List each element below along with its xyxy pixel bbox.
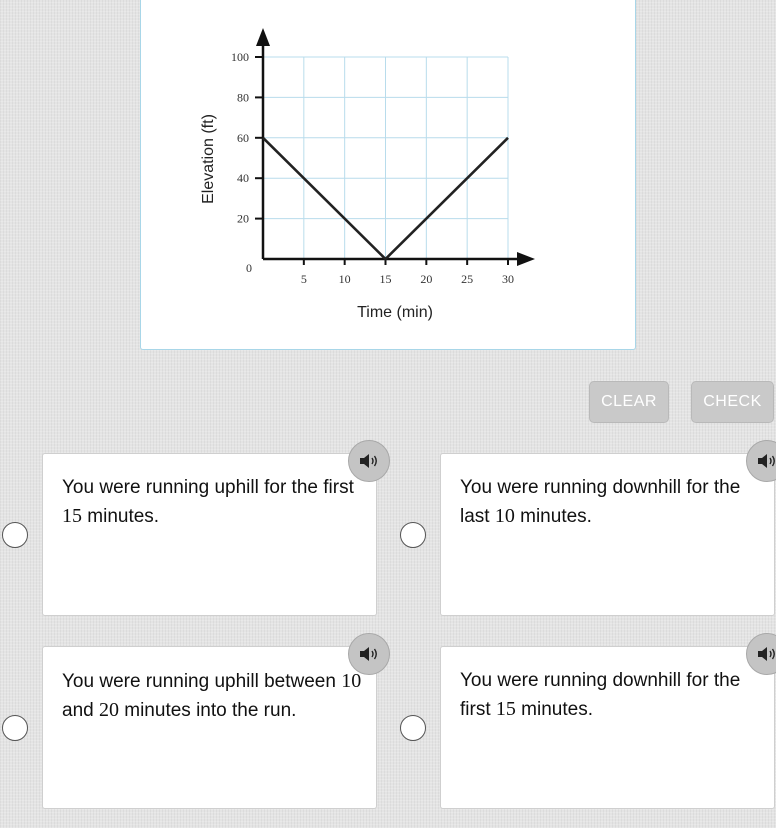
- y-tick-label: 100: [231, 50, 249, 64]
- chart-ticks: [231, 50, 514, 286]
- speaker-icon[interactable]: [348, 440, 390, 482]
- y-tick-label: 60: [237, 130, 249, 145]
- x-tick-label: 20: [420, 272, 433, 286]
- x-tick-label: 5: [300, 272, 307, 286]
- x-tick-label: 25: [461, 272, 474, 286]
- option-2-text: You were running downhill for the last 10 minutes.: [460, 477, 741, 527]
- option-3-text: You were running uphill between 10 and 20 minutes into the run.: [62, 670, 362, 721]
- option-4-radio[interactable]: [400, 715, 426, 741]
- x-tick-label: 10: [338, 272, 351, 286]
- speaker-icon[interactable]: [348, 633, 390, 675]
- elevation-chart: [141, 0, 637, 350]
- option-4-text: You were running downhill for the first 15 minutes.: [460, 670, 741, 720]
- answer-option-3[interactable]: [42, 646, 377, 809]
- y-tick-label: 40: [237, 171, 249, 186]
- y-axis-label: Elevation (ft): [200, 114, 217, 204]
- option-2-radio[interactable]: [400, 522, 426, 548]
- x-axis-arrow: [517, 252, 535, 266]
- chart-axes: [256, 28, 535, 266]
- x-tick-label: 30: [502, 272, 514, 286]
- option-1-text: You were running uphill for the first 15 minutes.: [62, 477, 354, 527]
- answer-option-1[interactable]: [42, 453, 377, 616]
- chart-grid: [263, 57, 508, 259]
- option-1-radio[interactable]: [2, 522, 28, 548]
- origin-label: 0: [246, 261, 252, 275]
- check-button[interactable]: CHECK: [691, 381, 774, 423]
- option-3-radio[interactable]: [2, 715, 28, 741]
- clear-button[interactable]: CLEAR: [589, 381, 669, 423]
- y-tick-label: 80: [237, 90, 249, 105]
- y-axis-arrow: [256, 28, 270, 46]
- graph-panel: [140, 0, 636, 350]
- answer-option-2[interactable]: [440, 453, 775, 616]
- answer-option-4[interactable]: [440, 646, 775, 809]
- y-tick-label: 20: [237, 211, 249, 226]
- x-axis-label: Time (min): [357, 304, 433, 321]
- x-tick-label: 15: [379, 272, 392, 286]
